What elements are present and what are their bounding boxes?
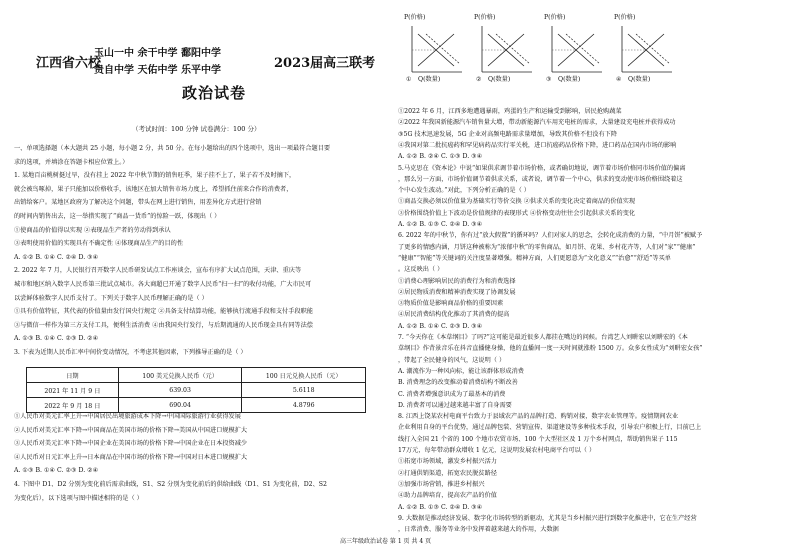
question-line: ④人民币对日元汇率上升→日本商品在中国市场的价格下降→中国对日本进口规模扩大	[14, 453, 248, 461]
question-line: ②人民币对美元汇率下降→中国商品在美国市场的价格下降→美国从中国进口规模扩大	[14, 426, 248, 434]
question-line: 9. 大数据是推动经济发展、数字化市场转型的新驱动，尤其是当乡村振兴进行到数字化推进中，它在生产经营	[398, 514, 697, 522]
question-line: D. 消费者可以通过越来越丰富了自身需要	[398, 401, 512, 409]
axis-label-p: P(价格)	[544, 14, 566, 21]
question-line: A. 潮流作为一种风向标，能让该群体形成消费	[398, 367, 524, 375]
question-line: B. 消费理念的改变推动着消费结构不断改善	[398, 379, 518, 387]
table-header-row	[27, 368, 366, 383]
question-line: A. ①② B. ①④ C. ②③ D. ③④	[398, 322, 483, 330]
question-line: ①拓宽市场领域，激发乡村振兴活力	[398, 458, 497, 466]
question-line: ②居民物质消费和精神消费实现了协调发展	[398, 288, 516, 296]
question-line: 为变化后），以下选项与图中描述相符的是（ ）	[14, 494, 143, 502]
question-line: ①消费心理影响居民的消费行为和消费选择	[398, 277, 516, 285]
axis-label-q: Q(数量)	[558, 76, 581, 83]
question-line: ，那么另一方面，市场价值调节着供求关系，或者说，调节着一个中心，供求的变动使市场价格围绕着这	[398, 175, 683, 183]
question-line: ③物质价值是影响商品价格的重要因素	[398, 300, 504, 308]
axis-label-q: Q(数量)	[418, 76, 441, 83]
graph-1	[404, 14, 466, 83]
question-line: ③人民币对美元汇率下降→中国企业在美国市场的价格下降→中国企业在日本投资减少	[14, 440, 248, 448]
graph-number: ①	[406, 76, 412, 83]
shifted-curve	[566, 34, 600, 64]
question-line: 就会被鸟啄掉，果子只能加以价格收手，该地区在加大销售市场力度上，希望抓住前来合作的消费者，	[14, 185, 293, 193]
question-line: ①人民币对美元汇率上升→中国居民出境旅游成本下降→中国国际旅游行业获得发展	[14, 413, 241, 420]
right-column	[398, 0, 782, 550]
left-column	[14, 0, 388, 550]
table-row	[27, 383, 366, 398]
question-line: 一、单项选择题（本大题共 25 小题，每小题 2 分，共 50 分。在每小题给出的四个选项中，选出一项最符合题目要	[14, 145, 331, 152]
question-line: 2. 2022 年 7 月，人民银行召开数字人民币研发试点工作座谈会，宣布有序扩大试点范围，天津、重庆等	[14, 267, 302, 275]
question-line: 7. “今天你在《本草纲目》了吗?”这可能是最近很多人都挂在嘴边的问候。台湾艺人刘畊宏以刘畊宏的《本	[398, 334, 688, 341]
graph-number: ③	[546, 76, 552, 83]
question-line: ①具有价值特征，其代表的价值量由发行国央行规定 ②具备支付结算功能，能够执行流通手段和支付手段职能	[14, 308, 313, 316]
axis-label-p: P(价格)	[474, 14, 496, 21]
shifted-curve	[426, 34, 460, 64]
question-line: ①2022 年 6 月，江西多地遭遇暴雨，鸡蛋的生产和运输受到影响，居民抢购蔬菜	[398, 108, 622, 115]
question-line: ②打通供销渠道，拓宽农民脱贫路径	[398, 469, 497, 477]
question-line: A. ①② B. ②④ C. ①③ D. ③④	[398, 153, 483, 161]
axis-label-q: Q(数量)	[628, 76, 651, 83]
exam-title: 2023届高三联考	[274, 56, 376, 71]
question-line: 1. 某地百亩桃树挺过旱，没有挂上 2022 年中秋节期的销售旺季，果子挂不上了，果子若不及时摘下，	[14, 172, 296, 180]
question-line: ，带起了全民健身的风气，这说明（ ）	[398, 356, 506, 364]
school-name: 江西省六校	[36, 56, 102, 71]
exam-note: （考试时间：100 分钟 试卷满分：100 分）	[132, 125, 261, 133]
question-line: A. ①② B. ①③ C. ②④ D. ③④	[398, 221, 483, 228]
graph-3	[544, 14, 606, 83]
question-line: ①使商品的价值得以实现 ②表现品生产者的劳动得到承认	[14, 226, 171, 234]
graph-svg	[474, 20, 536, 82]
question-line: A. ①③ B. ①④ C. ②③ D. ②④	[14, 335, 99, 343]
question-line: ③价格围绕价值上下波动是价值规律的表现形式 ④价格变动往往会引起供求关系的变化	[398, 209, 636, 217]
question-line: ③5G 技术迅速发展，5G 企业对高频电路需求量增加，导致其价格不但没有下降	[398, 130, 618, 138]
question-line: 4. 下图中 D1、D2 分别为变化前后需求曲线，S1、S2 分别为变化前后的供给曲线（D1、S1 为变化前，D2、S2	[14, 481, 327, 488]
table-cell: 639.03	[118, 383, 242, 398]
question-line: 城市和地区纳入数字人民币第三批试点城市。各大商超已开通了数字人民币“扫一扫”的收付功能，广大市民可	[14, 281, 312, 288]
question-line: ④居民消费结构优化推动了其消费的提高	[398, 311, 510, 319]
question-line: ③表明使用价值的实现具有不确定性 ④体现商品生产的目的性	[14, 240, 184, 248]
schools-row-1: 玉山一中 余干中学 鄱阳中学	[94, 48, 221, 59]
graph-svg	[614, 20, 676, 82]
question-line: 企业利用自身的平台优势，通过品牌包装、营销宣传、渠道建设等多种技术手段，引导农户积极上行，目前已上	[398, 424, 702, 432]
question-line: 6. 2022 年的中秋节，你有过“放大假置”的循环吗？人们对家人的思念，会转化成消费的力量，“中月饼”被赋予	[398, 232, 703, 240]
shifted-curve	[496, 34, 530, 64]
question-line: C. 消费者增强意识成为了最基本的消费	[398, 390, 506, 398]
graph-svg	[544, 20, 606, 82]
page-footer: 高三年级政治试卷 第 1 页 共 4 页	[340, 538, 432, 545]
question-line: 线打入全国 21 个省的 100 个地市农贸市场、100 个大型社区及 1 万个乡村网点，帮助销售果子 115	[398, 435, 678, 443]
table-header-cell: 100 美元兑换人民币（元）	[118, 368, 242, 383]
question-line: ③与微信一样作为第三方支付工具，便利生活消费 ④由我国央行发行，与后期流通的人民币现金具有同等法偿	[14, 321, 313, 329]
graph-svg	[404, 20, 466, 82]
question-line: A. ①② B. ①③ C. ②④ D. ③④	[398, 503, 483, 511]
table-header-cell: 日期	[27, 368, 119, 383]
question-line: A. ①③ B. ①④ C. ②③ D. ②④	[14, 467, 99, 475]
graph-number: ②	[476, 76, 482, 83]
graph-4	[614, 14, 676, 83]
question-line: “健康”“智能”等关键词的关注度显著增强。精神方面，人们更愿意为“文化意义”“治愈”“舒适”等买单	[398, 254, 671, 262]
axis-label-q: Q(数量)	[488, 76, 511, 83]
exchange-rate-table	[26, 367, 366, 413]
question-line: ，日常消费、服务等业务中发挥着越来越大的作用，大数据	[398, 526, 559, 534]
table-cell: 2021 年 11 月 9 日	[27, 383, 119, 398]
table-cell: 4.8796	[242, 398, 366, 413]
question-line: 了更多的情感内涵，月饼这种被称为“浓郁中秋”的零售商品，如月饼、花果、乡村花卉等，人们对“家”“健康”	[398, 243, 696, 251]
table-row	[27, 398, 366, 413]
axis-label-p: P(价格)	[614, 14, 636, 21]
shifted-curve	[636, 34, 670, 64]
table-cell: 5.6118	[242, 383, 366, 398]
table-cell: 690.04	[118, 398, 242, 413]
question-line: ②2022 年我国新能源汽车销售量大增，带动新能源汽车用充电桩的需求，大量建设充电桩并获得成功	[398, 119, 676, 127]
question-line: 17万元，每年带动群众增收 1 亿元，这说明发展农村电商平台可以（ ）	[398, 447, 596, 454]
question-line: 出销给客户。某地区政府为了解决这个问题，带头在网上进行销售，用差异化方式进行营销	[14, 199, 262, 207]
question-line: ①商品交换必须以价值量为基础实行等价交换 ②供求关系的变化决定着商品的价值实现	[398, 198, 636, 206]
question-line: ④助力品牌培育，提高农产品的价值	[398, 492, 497, 500]
axis-label-p: P(价格)	[404, 14, 426, 21]
table-cell: 2022 年 9 月 18 日	[27, 398, 119, 413]
table-header-cell: 100 日元兑换人民币（元）	[242, 368, 366, 383]
question-line: ③加强市场营销，推进乡村振兴	[398, 480, 485, 488]
question-line: 。这反映出（ ）	[398, 266, 444, 274]
subject-title: 政治试卷	[182, 84, 247, 102]
question-line: 3. 下表为近期人民币汇率中间价变动情况，不考虑其他因素，下列推导正确的是（ ）	[14, 349, 247, 356]
question-line: 8. 江西上饶某农村电商平台致力于县域农产品的品牌打造、购销对接，数字农业管理等。疫情期间农业	[398, 413, 679, 421]
question-line: 草纲目》作背景音乐在抖音直播健身操，他的直播间一度一天时间就涨粉 1500 万。众多女性成为“刘畊宏女孩”	[398, 345, 703, 353]
graph-number: ④	[616, 76, 622, 83]
schools-row-2: 贵自中学 天佑中学 乐平中学	[94, 65, 221, 76]
question-line: ④我国对第二批抗癌药和罕见病药品实行零关税，进口抗癌药品价格下降，进口药品在国内市场的影响	[398, 141, 677, 149]
question-line: 求的选项，并填涂在答题卡相应位置上。）	[14, 158, 129, 166]
question-line: 的时间内销售出去，这一举措实现了“商品一货币”的惊险一跃，体现出（ ）	[14, 213, 221, 220]
graph-2	[474, 14, 536, 83]
question-line: 5.马克思在《资本论》中说“如果供求调节着市场价格，或者确切地说，调节着市场价格同市场价值的偏离	[398, 164, 686, 172]
question-line: 个中心发生波动。”对此，下列分析正确的是（ ）	[398, 187, 530, 195]
question-line: 以尝鲜体验数字人民币支付了。下列关于数字人民币理解正确的是（ ）	[14, 294, 208, 302]
question-line: A. ①② B. ①④ C. ②④ D. ③④	[14, 253, 99, 261]
